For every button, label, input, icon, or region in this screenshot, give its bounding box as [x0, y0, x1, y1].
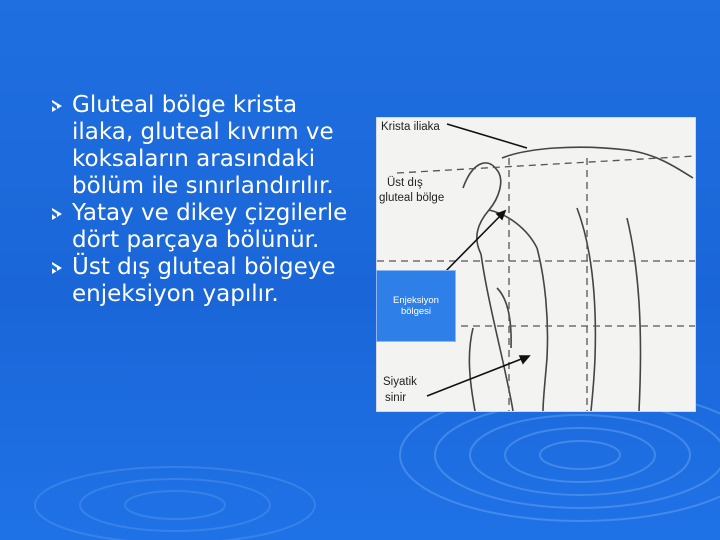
bullet-item	[52, 92, 352, 200]
injection-label-line2: bölgesi	[400, 306, 432, 317]
injection-label-line1: Enjeksiyon	[393, 295, 439, 306]
sinir-label: sinir	[385, 392, 407, 404]
gluteal-drawing	[377, 118, 695, 411]
ust-dis-label: Üst dış	[387, 177, 423, 189]
krista-iliaka-label: Krista iliaka	[381, 121, 440, 133]
bullet-list	[52, 92, 352, 308]
gluteal-diagram	[376, 117, 696, 412]
bullet-text: Yatay ve dikey çizgilerle dört parçaya bölünür.	[72, 200, 348, 253]
arrow-bullet-icon	[52, 100, 62, 112]
arrow-bullet-icon	[52, 208, 62, 220]
bullet-item	[52, 200, 352, 254]
arrow-bullet-icon	[52, 262, 62, 274]
bullet-item	[52, 254, 352, 308]
siyatik-label: Siyatik	[383, 376, 417, 388]
bullet-text: Gluteal bölge krista ilaka, gluteal kıvrım ve koksaların arasındaki bölüm ile sınırlandırılır.	[72, 92, 334, 199]
bullet-text: Üst dış gluteal bölgeye enjeksiyon yapılır.	[72, 254, 336, 307]
gluteal-bolge-label: gluteal bölge	[379, 192, 445, 204]
injection-region-box	[376, 270, 456, 342]
